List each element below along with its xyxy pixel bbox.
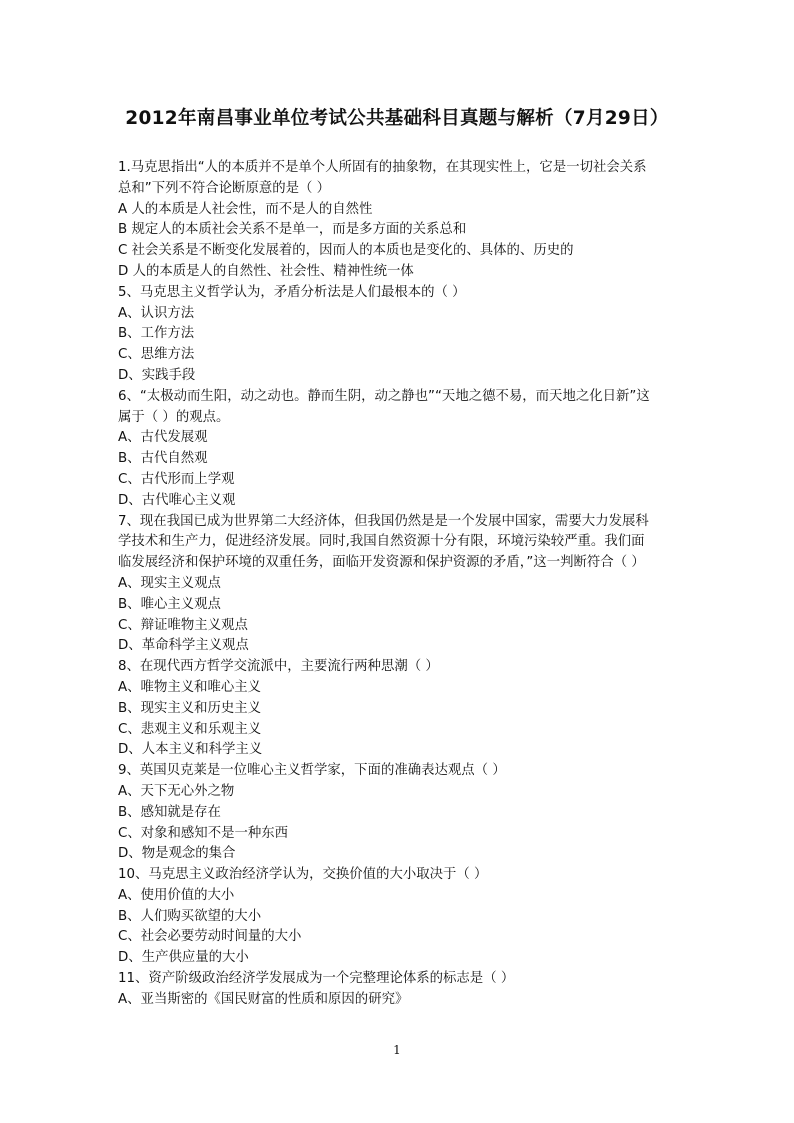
text-line: D、实践手段 (118, 367, 196, 383)
text-line: C 社会关系是不断变化发展着的，因而人的本质也是变化的、具体的、历史的 (118, 243, 574, 259)
text-line: A、天下无心外之物 (118, 783, 235, 799)
text-line: 10、马克思主义政治经济学认为，交换价值的大小取决于（ ） (118, 867, 488, 883)
text-line: 1.马克思指出“人的本质并不是单个人所固有的抽象物，在其现实性上，它是一切社会关系 (118, 160, 647, 175)
text-line: A、亚当斯密的《国民财富的性质和原因的研究》 (118, 991, 409, 1007)
text-line: C、思维方法 (118, 347, 195, 363)
text-line: 临发展经济和保护环境的双重任务，面临开发资源和保护资源的矛盾，”这一判断符合（ ） (118, 555, 645, 571)
text-line: D、革命科学主义观点 (118, 638, 249, 654)
text-line: B 规定人的本质社会关系不是单一，而是多方面的关系总和 (118, 222, 467, 238)
text-line: 学技术和生产力，促进经济发展。同时,我国自然资源十分有限，环境污染较严重。我们面 (118, 534, 645, 550)
text-line: 5、马克思主义哲学认为，矛盾分析法是人们最根本的（ ） (118, 284, 466, 300)
text-line: A 人的本质是人社会性，而不是人的自然性 (118, 201, 373, 217)
text-line: D、人本主义和科学主义 (118, 742, 263, 758)
text-line: D、古代唯心主义观 (118, 492, 236, 508)
text-line: B、人们购买欲望的大小 (118, 908, 262, 924)
text-line: 8、在现代西方哲学交流派中，主要流行两种思潮（ ） (118, 659, 439, 675)
text-line: D、物是观念的集合 (118, 846, 236, 862)
text-line: 6、“太极动而生阳，动之动也。静而生阴，动之静也”“天地之德不易，而天地之化日新”这 (118, 388, 650, 404)
text-line: 11、资产阶级政治经济学发展成为一个完整理论体系的标志是（ ） (118, 971, 515, 987)
text-line: B、现实主义和历史主义 (118, 700, 262, 716)
text-line: D、生产供应量的大小 (118, 950, 249, 966)
text-line: C、辩证唯物主义观点 (118, 617, 248, 633)
text-line: C、对象和感知不是一种东西 (118, 825, 289, 841)
text-line: 7、现在我国已成为世界第二大经济体，但我国仍然是是一个发展中国家，需要大力发展科 (118, 513, 649, 529)
text-line: C、悲观主义和乐观主义 (118, 721, 262, 737)
text-line: B、感知就是存在 (118, 804, 221, 820)
text-line: 属于（ ）的观点。 (118, 409, 230, 425)
text-line: 总和”下列不符合论断原意的是（ ） (118, 180, 331, 196)
text-line: C、古代形而上学观 (118, 471, 235, 487)
text-line: C、社会必要劳动时间量的大小 (118, 929, 302, 945)
text-line: B、唯心主义观点 (118, 596, 221, 612)
text-line: B、古代自然观 (118, 451, 208, 467)
text-line: A、唯物主义和唯心主义 (118, 679, 262, 695)
page-number: 1 (393, 1043, 401, 1057)
document-title: 2012年南昌事业单位考试公共基础科目真题与解析（7月29日） (125, 108, 669, 129)
document-body (118, 158, 678, 1011)
text-line: A、古代发展观 (118, 430, 208, 446)
text-line: B、工作方法 (118, 326, 195, 342)
text-line: A、使用价值的大小 (118, 887, 235, 903)
text-line: D 人的本质是人的自然性、社会性、精神性统一体 (118, 263, 414, 279)
text-line: A、现实主义观点 (118, 575, 221, 591)
text-line: A、认识方法 (118, 305, 195, 321)
text-line: 9、英国贝克莱是一位唯心主义哲学家，下面的准确表达观点（ ） (118, 763, 506, 779)
